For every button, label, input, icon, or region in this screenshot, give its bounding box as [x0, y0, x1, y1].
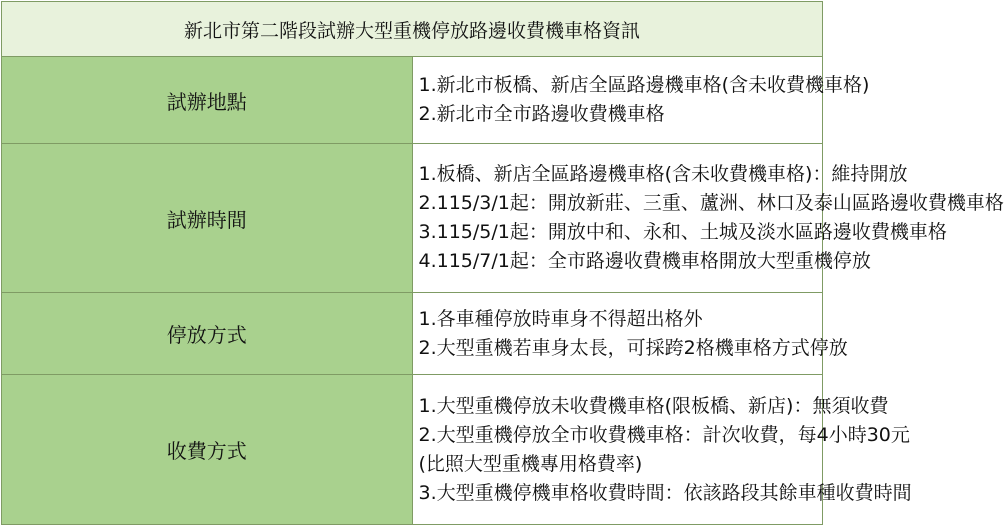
- row-content-trial-period: [412, 144, 1004, 293]
- content-line: 1.大型重機停放未收費機車格(限板橋、新店)：無須收費: [418, 394, 889, 417]
- content-line: 4.115/7/1起：全市路邊收費機車格開放大型重機停放: [418, 250, 871, 272]
- content-line: 2.新北市全市路邊收費機車格: [418, 103, 665, 125]
- table-row-trial-period: [2, 144, 823, 293]
- table-row-parking-method: [2, 293, 823, 375]
- content-line: 3.115/5/1起：開放中和、永和、土城及淡水區路邊收費機車格: [418, 221, 947, 243]
- table-row-fee-method: [2, 375, 823, 525]
- parking-info-table: [1, 1, 1004, 525]
- row-content-trial-location: [412, 57, 870, 144]
- title-row: [2, 2, 823, 57]
- content-line: 1.新北市板橋、新店全區路邊機車格(含未收費機車格): [418, 74, 870, 96]
- content-line: 2.大型重機停放全市收費機車格：計次收費，每4小時30元: [418, 423, 910, 446]
- row-label-trial-location: 試辦地點: [2, 57, 413, 144]
- content-line: 2.大型重機若車身太長，可採跨2格機車格方式停放: [418, 336, 848, 359]
- content-line: 1.板橋、新店全區路邊機車格(含未收費機車格)：維持開放: [418, 163, 908, 185]
- content-line: (比照大型重機專用格費率): [418, 452, 643, 475]
- content-line: 1.各車種停放時車身不得超出格外: [418, 307, 703, 330]
- row-label-trial-period: 試辦時間: [2, 144, 413, 293]
- row-content-parking-method: [412, 293, 848, 375]
- table-title: 新北市第二階段試辦大型重機停放路邊收費機車格資訊: [2, 2, 823, 57]
- row-label-parking-method: 停放方式: [2, 293, 413, 375]
- row-content-fee-method: [412, 375, 912, 525]
- row-label-fee-method: 收費方式: [2, 375, 413, 525]
- table-row-trial-location: [2, 57, 823, 144]
- content-line: 2.115/3/1起：開放新莊、三重、蘆洲、林口及泰山區路邊收費機車格: [418, 192, 1004, 214]
- content-line: 3.大型重機停機車格收費時間：依該路段其餘車種收費時間: [418, 481, 912, 504]
